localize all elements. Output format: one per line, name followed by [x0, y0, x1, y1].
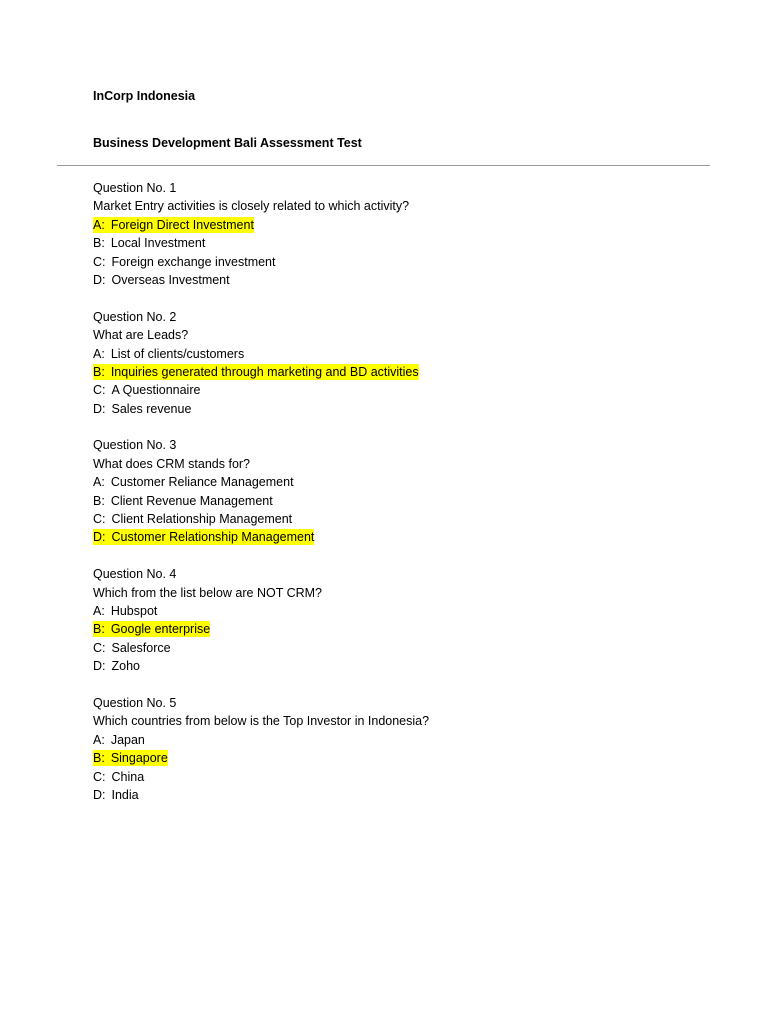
answer-option [93, 528, 713, 546]
answer-option [93, 768, 713, 786]
option-label: Customer Relationship Management [111, 530, 315, 545]
option-letter: D: [93, 787, 106, 802]
option-label: China [111, 769, 145, 784]
option-label: A Questionnaire [111, 383, 201, 398]
question-number: Question No. 1 [93, 181, 177, 195]
option-label: Inquiries generated through marketing and BD activities [110, 364, 419, 379]
answer-option-text [93, 493, 273, 509]
option-letter: D: [93, 530, 106, 545]
option-label: Japan [110, 732, 145, 747]
option-letter: D: [93, 401, 106, 416]
option-label: Overseas Investment [111, 272, 230, 287]
answer-option [93, 363, 713, 381]
option-label: Zoho [111, 659, 140, 674]
option-label: Sales revenue [111, 401, 192, 416]
answer-option [93, 510, 713, 528]
answer-option-text [93, 254, 275, 270]
option-label: India [111, 787, 139, 802]
answer-option [93, 473, 713, 491]
answer-option [93, 381, 713, 399]
option-label: Foreign exchange investment [111, 254, 276, 269]
answer-option-text [93, 272, 230, 288]
option-label: Google enterprise [110, 622, 211, 637]
question-number: Question No. 2 [93, 309, 177, 324]
answer-option-text [93, 621, 210, 637]
question-text: Which from the list below are NOT CRM? [93, 585, 322, 600]
option-letter: A: [93, 732, 105, 747]
option-label: Client Revenue Management [110, 493, 273, 508]
answer-option [93, 216, 713, 234]
question-number: Question No. 5 [93, 695, 177, 710]
answer-option-text [93, 401, 191, 417]
answer-option-text [93, 364, 419, 380]
question-block [93, 436, 713, 546]
question-number: Question No. 3 [93, 438, 177, 453]
answer-option-text [93, 769, 144, 785]
answer-option [93, 639, 713, 657]
option-letter: A: [93, 217, 105, 232]
option-label: List of clients/customers [110, 346, 245, 361]
question-text: What does CRM stands for? [93, 456, 251, 471]
answer-option-text [93, 474, 294, 490]
answer-option [93, 602, 713, 620]
option-letter: B: [93, 236, 105, 251]
test-title: Business Development Bali Assessment Test [93, 136, 362, 150]
question-text: Which countries from below is the Top Investor in Indonesia? [93, 714, 430, 729]
answer-option [93, 620, 713, 638]
answer-option [93, 271, 713, 289]
question-block [93, 308, 713, 418]
option-label: Salesforce [111, 640, 171, 655]
option-letter: A: [93, 603, 105, 618]
question-text: Market Entry activities is closely related to which activity? [93, 199, 410, 214]
option-letter: A: [93, 346, 105, 361]
question-number: Question No. 4 [93, 567, 177, 582]
option-label: Hubspot [110, 603, 158, 618]
answer-option-text [93, 217, 254, 233]
question-text: What are Leads? [93, 328, 189, 343]
answer-option [93, 345, 713, 363]
answer-option [93, 234, 713, 252]
answer-option [93, 786, 713, 804]
option-letter: D: [93, 659, 106, 674]
answer-option [93, 492, 713, 510]
answer-option-text [93, 529, 314, 545]
company-name: InCorp Indonesia [93, 89, 196, 103]
header-divider [57, 165, 710, 166]
option-letter: A: [93, 475, 105, 490]
option-label: Customer Reliance Management [110, 475, 294, 490]
option-letter: C: [93, 383, 106, 398]
option-letter: C: [93, 769, 106, 784]
option-label: Foreign Direct Investment [110, 217, 254, 232]
option-label: Local Investment [110, 236, 206, 251]
option-letter: D: [93, 272, 106, 287]
answer-option-text [93, 750, 168, 766]
answer-option-text [93, 511, 292, 527]
question-block [93, 565, 713, 675]
answer-option [93, 731, 713, 749]
answer-option-text [93, 603, 157, 619]
answer-option [93, 657, 713, 675]
answer-option-text [93, 732, 145, 748]
answer-option-text [93, 346, 244, 362]
option-letter: B: [93, 751, 105, 766]
option-letter: C: [93, 640, 106, 655]
option-letter: B: [93, 364, 105, 379]
answer-option-text [93, 787, 139, 803]
option-letter: C: [93, 254, 106, 269]
answer-option-text [93, 382, 200, 398]
answer-option [93, 749, 713, 767]
option-letter: C: [93, 512, 106, 527]
answer-option [93, 400, 713, 418]
option-letter: B: [93, 622, 105, 637]
option-letter: B: [93, 493, 105, 508]
question-block [93, 179, 713, 289]
answer-option-text [93, 658, 140, 674]
question-list [93, 179, 713, 823]
option-label: Singapore [110, 751, 168, 766]
answer-option-text [93, 640, 171, 656]
option-label: Client Relationship Management [111, 512, 293, 527]
answer-option [93, 253, 713, 271]
answer-option-text [93, 235, 205, 251]
question-block [93, 694, 713, 804]
